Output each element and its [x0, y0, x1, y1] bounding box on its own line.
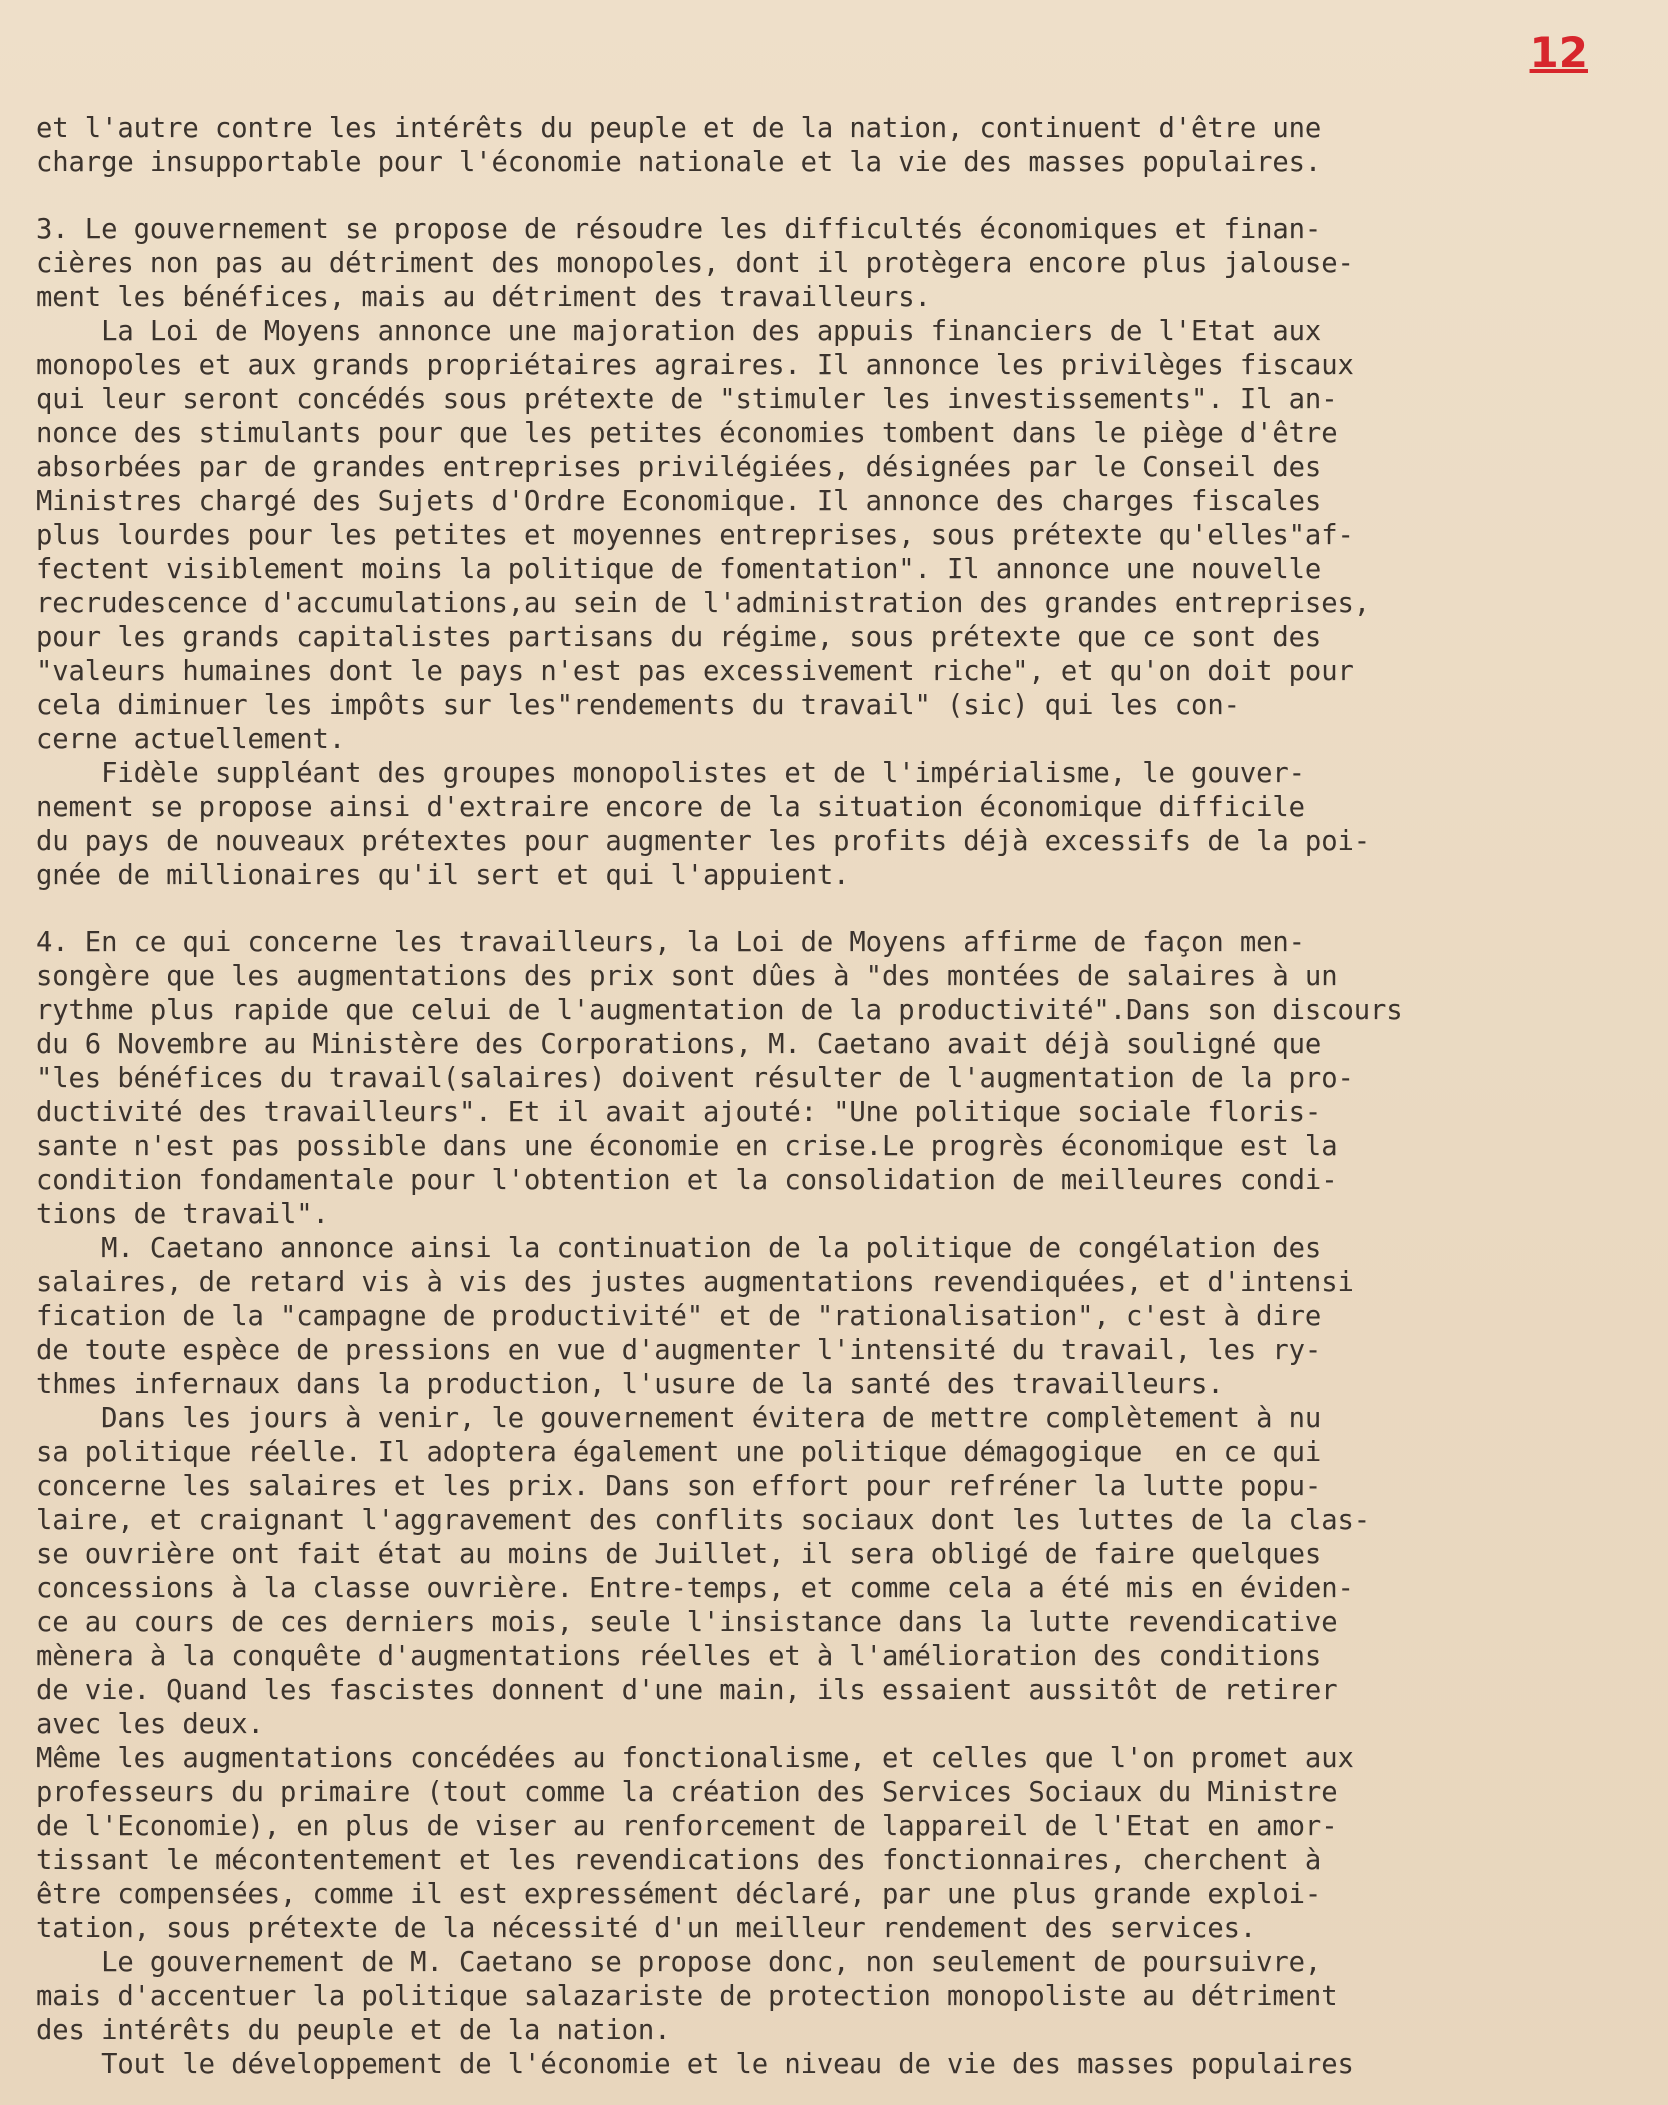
text-line: Le gouvernement de M. Caetano se propose donc, non seulement de poursuivre, [36, 1947, 1322, 1978]
text-line: songère que les augmentations des prix sont dûes à "des montées de salaires à un [36, 961, 1338, 992]
paragraph-continuation [36, 112, 1651, 180]
text-line: cela diminuer les impôts sur les"rendements du travail" (sic) qui les con- [36, 690, 1240, 721]
text-line: salaires, de retard vis à vis des justes augmentations revendiquées, et d'intensi [36, 1267, 1354, 1298]
text-line: "valeurs humaines dont le pays n'est pas excessivement riche", et qu'on doit pour [36, 656, 1354, 687]
text-line: de l'Economie), en plus de viser au renforcement de lappareil de l'Etat en amor- [36, 1811, 1338, 1842]
text-line: charge insupportable pour l'économie nationale et la vie des masses populaires. [36, 147, 1322, 178]
text-line: du pays de nouveaux prétextes pour augmenter les profits déjà excessifs de la poi- [36, 826, 1370, 857]
text-line: Ministres chargé des Sujets d'Ordre Economique. Il annonce des charges fiscales [36, 486, 1322, 517]
text-line: sante n'est pas possible dans une économie en crise.Le progrès économique est la [36, 1131, 1338, 1162]
text-line: et l'autre contre les intérêts du peuple et de la nation, continuent d'être une [36, 113, 1322, 144]
text-line: rythme plus rapide que celui de l'augmentation de la productivité".Dans son discours [36, 995, 1403, 1026]
text-line: de vie. Quand les fascistes donnent d'une main, ils essaient aussitôt de retirer [36, 1675, 1338, 1706]
text-line: être compensées, comme il est expressément déclaré, par une plus grande exploi- [36, 1879, 1322, 1910]
text-line: cières non pas au détriment des monopoles, dont il protègera encore plus jalouse- [36, 248, 1354, 279]
text-line: monopoles et aux grands propriétaires agraires. Il annonce les privilèges fiscaux [36, 350, 1354, 381]
text-line: La Loi de Moyens annonce une majoration des appuis financiers de l'Etat aux [36, 316, 1322, 347]
text-line: avec les deux. [36, 1709, 264, 1740]
page-number: 12 [1529, 28, 1588, 77]
text-line: professeurs du primaire (tout comme la création des Services Sociaux du Ministre [36, 1777, 1338, 1808]
text-line: tation, sous prétexte de la nécessité d'un meilleur rendement des services. [36, 1913, 1257, 1944]
text-line: plus lourdes pour les petites et moyennes entreprises, sous prétexte qu'elles"af- [36, 520, 1354, 551]
text-line: cerne actuellement. [36, 724, 346, 755]
text-line: mais d'accentuer la politique salazariste de protection monopoliste au détriment [36, 1981, 1338, 2012]
text-line: thmes infernaux dans la production, l'usure de la santé des travailleurs. [36, 1369, 1224, 1400]
text-line: laire, et craignant l'aggravement des conflits sociaux dont les luttes de la clas- [36, 1505, 1370, 1536]
text-line: de toute espèce de pressions en vue d'augmenter l'intensité du travail, les ry- [36, 1335, 1322, 1366]
document-body [36, 112, 1651, 2082]
text-line: gnée de millionaires qu'il sert et qui l'appuient. [36, 860, 850, 891]
text-line: "les bénéfices du travail(salaires) doivent résulter de l'augmentation de la pro- [36, 1063, 1354, 1094]
text-line: fectent visiblement moins la politique de fomentation". Il annonce une nouvelle [36, 554, 1322, 585]
text-line: qui leur seront concédés sous prétexte de "stimuler les investissements". Il an- [36, 384, 1338, 415]
text-line: sa politique réelle. Il adoptera également une politique démagogique en ce qui [36, 1437, 1322, 1468]
text-line: Fidèle suppléant des groupes monopolistes et de l'impérialisme, le gouver- [36, 758, 1305, 789]
text-line: M. Caetano annonce ainsi la continuation de la politique de congélation des [36, 1233, 1322, 1264]
text-line: pour les grands capitalistes partisans du régime, sous prétexte que ce sont des [36, 622, 1322, 653]
text-line: absorbées par de grandes entreprises privilégiées, désignées par le Conseil des [36, 452, 1322, 483]
text-line: tissant le mécontentement et les revendications des fonctionnaires, cherchent à [36, 1845, 1322, 1876]
text-line: ment les bénéfices, mais au détriment des travailleurs. [36, 282, 931, 313]
text-line: nement se propose ainsi d'extraire encore de la situation économique difficile [36, 792, 1305, 823]
text-line: recrudescence d'accumulations,au sein de l'administration des grandes entreprises, [36, 588, 1370, 619]
text-line: Dans les jours à venir, le gouvernement évitera de mettre complètement à nu [36, 1403, 1322, 1434]
text-line: concerne les salaires et les prix. Dans son effort pour refréner la lutte popu- [36, 1471, 1322, 1502]
text-line: concessions à la classe ouvrière. Entre-temps, et comme cela a été mis en éviden- [36, 1573, 1354, 1604]
paragraph-section-3 [36, 213, 1651, 893]
text-line: nonce des stimulants pour que les petites économies tombent dans le piège d'être [36, 418, 1338, 449]
text-line: ductivité des travailleurs". Et il avait ajouté: "Une politique sociale floris- [36, 1097, 1322, 1128]
text-line: ce au cours de ces derniers mois, seule l'insistance dans la lutte revendicative [36, 1607, 1338, 1638]
text-line: des intérêts du peuple et de la nation. [36, 2015, 671, 2046]
paragraph-section-4 [36, 926, 1651, 2082]
text-line: se ouvrière ont fait état au moins de Juillet, il sera obligé de faire quelques [36, 1539, 1322, 1570]
text-line: tions de travail". [36, 1199, 329, 1230]
text-line: mènera à la conquête d'augmentations réelles et à l'amélioration des conditions [36, 1641, 1322, 1672]
text-line: 4. En ce qui concerne les travailleurs, la Loi de Moyens affirme de façon men- [36, 927, 1305, 958]
text-line: Tout le développement de l'économie et le niveau de vie des masses populaires [36, 2049, 1354, 2080]
text-line: Même les augmentations concédées au fonctionalisme, et celles que l'on promet aux [36, 1743, 1354, 1774]
text-line: fication de la "campagne de productivité" et de "rationalisation", c'est à dire [36, 1301, 1322, 1332]
text-line: 3. Le gouvernement se propose de résoudre les difficultés économiques et finan- [36, 214, 1322, 245]
text-line: condition fondamentale pour l'obtention et la consolidation de meilleures condi- [36, 1165, 1338, 1196]
text-line: du 6 Novembre au Ministère des Corporations, M. Caetano avait déjà souligné que [36, 1029, 1322, 1060]
